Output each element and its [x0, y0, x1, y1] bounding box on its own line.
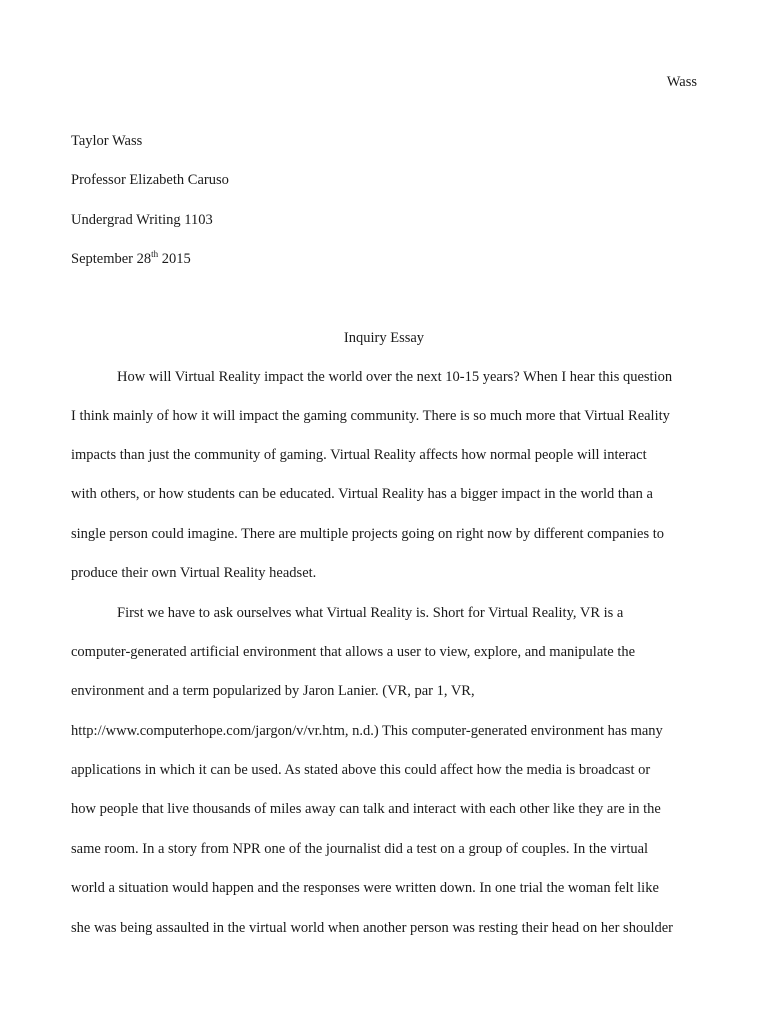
running-head: Wass	[666, 74, 697, 90]
course-name: Undergrad Writing 1103	[71, 211, 213, 228]
date-year: 2015	[158, 251, 191, 268]
professor-name: Professor Elizabeth Caruso	[71, 172, 229, 189]
body-line: http://www.computerhope.com/jargon/v/vr.htm, n.d.) This computer-generated environment has many	[71, 723, 663, 739]
essay-title: Inquiry Essay	[343, 330, 425, 346]
body-line: First we have to ask ourselves what Virtual Reality is. Short for Virtual Reality, VR is a	[117, 605, 624, 621]
body-line: she was being assaulted in the virtual world when another person was resting their head on her shoulder	[71, 920, 673, 936]
body-line: impacts than just the community of gaming. Virtual Reality affects how normal people will interact	[71, 447, 647, 463]
body-line: computer-generated artificial environment that allows a user to view, explore, and manipulate the	[71, 644, 636, 660]
body-line: How will Virtual Reality impact the world over the next 10-15 years? When I hear this question	[117, 369, 673, 385]
body-line: with others, or how students can be educated. Virtual Reality has a bigger impact in the world than a	[71, 486, 653, 502]
body-line: same room. In a story from NPR one of the journalist did a test on a group of couples. In the virtual	[71, 841, 649, 857]
body-line: single person could imagine. There are multiple projects going on right now by different companies to	[71, 526, 665, 542]
body-line: how people that live thousands of miles away can talk and interact with each other like they are in the	[71, 801, 661, 817]
essay-date	[71, 249, 697, 288]
author-name: Taylor Wass	[71, 133, 143, 149]
body-line: I think mainly of how it will impact the gaming community. There is so much more that Virtual Reality	[71, 408, 670, 424]
essay-heading	[71, 131, 697, 289]
date-prefix: September 28	[71, 251, 152, 268]
body-line: applications in which it can be used. As stated above this could affect how the media is broadcast or	[71, 762, 651, 778]
date-ordinal-suffix: th	[151, 249, 159, 260]
body-line: produce their own Virtual Reality headset.	[71, 565, 317, 581]
body-line: world a situation would happen and the responses were written down. In one trial the woman felt like	[71, 880, 659, 896]
body-line: environment and a term popularized by Jaron Lanier. (VR, par 1, VR,	[71, 683, 475, 699]
